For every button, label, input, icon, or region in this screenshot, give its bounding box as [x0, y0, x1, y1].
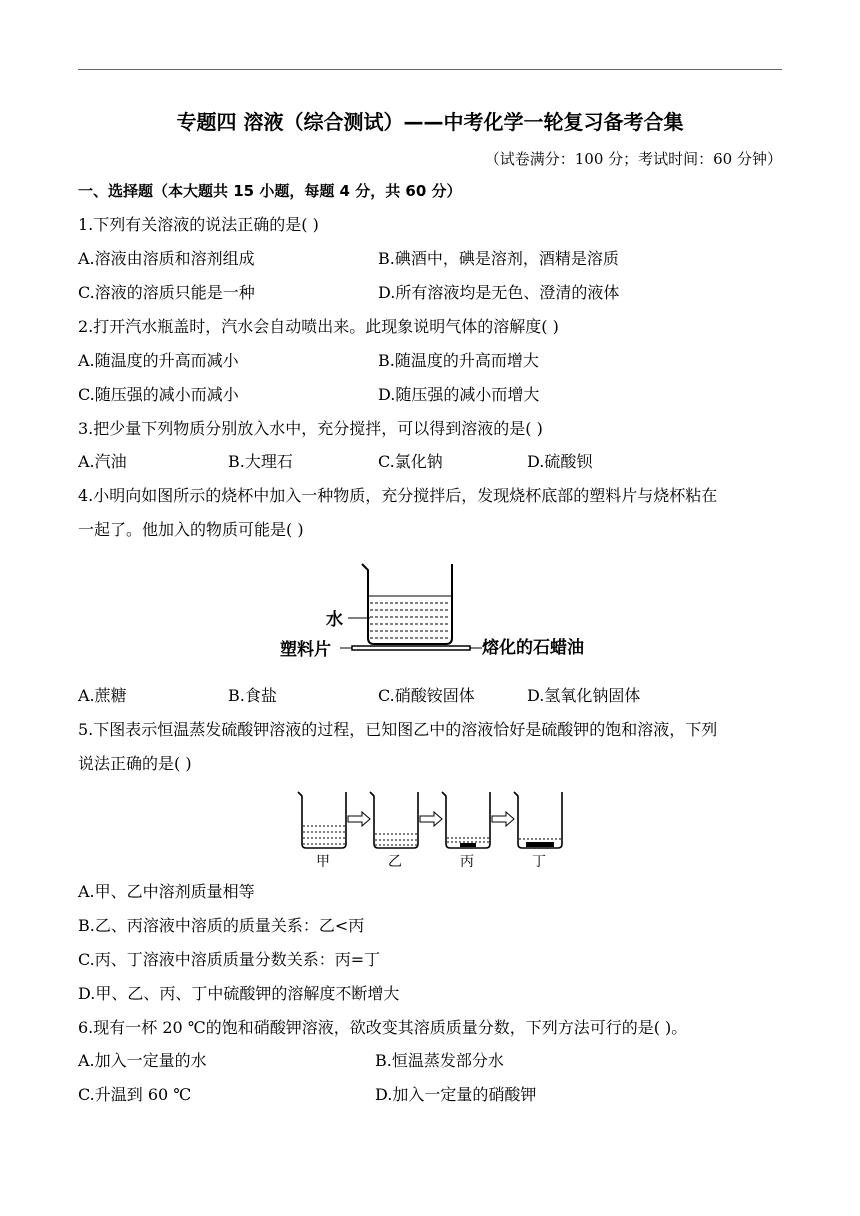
q4-option-c: C.硝酸铵固体 — [378, 686, 475, 705]
q6-stem: 6.现有一杯 20 ℃的饱和硝酸钾溶液，欲改变其溶质质量分数，下列方法可行的是( )。 — [78, 1018, 688, 1037]
q2-option-c: C.随压强的减小而减小 — [78, 385, 239, 404]
q6-option-a: A.加入一定量的水 — [78, 1051, 207, 1070]
water-hatching — [370, 603, 450, 638]
q6-option-c: C.升温到 60 ℃ — [78, 1085, 192, 1104]
beaker-figure — [270, 558, 600, 666]
q3-option-d: D.硫酸钡 — [527, 452, 593, 471]
page-title: 专题四 溶液（综合测试）——中考化学一轮复习备考合集 — [176, 110, 684, 134]
q3-option-b: B.大理石 — [228, 452, 293, 471]
beaker-yi — [370, 792, 418, 848]
beaker-ding — [514, 792, 562, 848]
section-heading: 一、选择题（本大题共 15 小题，每题 4 分，共 60 分） — [78, 182, 462, 200]
q5-option-d: D.甲、乙、丙、丁中硫酸钾的溶解度不断增大 — [78, 984, 400, 1003]
q6-option-b: B.恒温蒸发部分水 — [375, 1051, 504, 1070]
beaker-outline — [362, 564, 452, 644]
q4-stem-line1: 4.小明向如图所示的烧杯中加入一种物质，充分搅拌后，发现烧杯底部的塑料片与烧杯粘在 — [78, 486, 718, 505]
q2-option-d: D.随压强的减小而增大 — [378, 385, 540, 404]
exam-info: （试卷满分：100 分；考试时间：60 分钟） — [484, 150, 782, 168]
q1-option-a: A.溶液由溶质和溶剂组成 — [78, 249, 255, 268]
label-wax: 熔化的石蜡油 — [482, 638, 584, 658]
arrow-3 — [492, 812, 514, 826]
q5-stem-line2: 说法正确的是( ) — [78, 754, 192, 773]
q3-stem: 3.把少量下列物质分别放入水中，充分搅拌，可以得到溶液的是( ) — [78, 419, 543, 438]
evaporation-figure — [292, 786, 574, 872]
beaker-bing — [442, 792, 490, 848]
q1-option-b: B.碘酒中，碘是溶剂，酒精是溶质 — [378, 249, 619, 268]
q4-stem-line2: 一起了。他加入的物质可能是( ) — [78, 520, 304, 539]
q3-option-a: A.汽油 — [78, 452, 127, 471]
q5-option-c: C.丙、丁溶液中溶质质量分数关系：丙=丁 — [78, 950, 381, 969]
q4-option-d: D.氢氧化钠固体 — [527, 686, 641, 705]
q4-option-b: B.食盐 — [228, 686, 277, 705]
label-bing: 丙 — [460, 854, 474, 870]
label-water: 水 — [326, 610, 343, 630]
q1-option-c: C.溶液的溶质只能是一种 — [78, 283, 255, 302]
q2-stem: 2.打开汽水瓶盖时，汽水会自动喷出来。此现象说明气体的溶解度( ) — [78, 317, 559, 336]
arrow-2 — [420, 812, 442, 826]
header-rule — [78, 69, 782, 70]
arrow-1 — [348, 812, 370, 826]
q3-option-c: C.氯化钠 — [378, 452, 443, 471]
label-yi: 乙 — [388, 854, 402, 870]
q5-option-b: B.乙、丙溶液中溶质的质量关系：乙<丙 — [78, 916, 365, 935]
q1-option-d: D.所有溶液均是无色、澄清的液体 — [378, 283, 620, 302]
q2-option-b: B.随温度的升高而增大 — [378, 351, 539, 370]
beaker-jia — [298, 792, 346, 848]
q5-stem-line1: 5.下图表示恒温蒸发硫酸钾溶液的过程，已知图乙中的溶液恰好是硫酸钾的饱和溶液，下列 — [78, 720, 718, 739]
q2-option-a: A.随温度的升高而减小 — [78, 351, 239, 370]
q4-option-a: A.蔗糖 — [78, 686, 127, 705]
label-jia: 甲 — [316, 854, 330, 870]
label-plastic: 塑料片 — [280, 640, 331, 660]
q5-option-a: A.甲、乙中溶剂质量相等 — [78, 882, 255, 901]
q6-option-d: D.加入一定量的硝酸钾 — [375, 1085, 537, 1104]
label-ding: 丁 — [532, 854, 546, 870]
q1-stem: 1.下列有关溶液的说法正确的是( ) — [78, 215, 319, 234]
plastic-sheet — [352, 646, 470, 650]
